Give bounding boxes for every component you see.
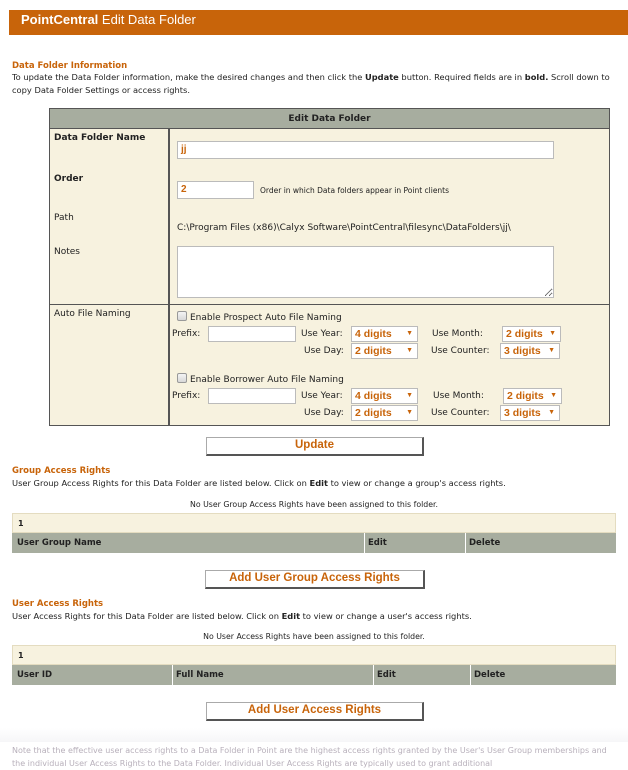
group-access-table xyxy=(12,513,616,553)
page-title: Edit Data Folder xyxy=(101,12,196,27)
borrower-year-label: Use Year: xyxy=(301,391,343,401)
prospect-counter-label: Use Counter: xyxy=(431,346,490,356)
prospect-day-select[interactable]: 2 digits ▼ xyxy=(351,343,418,359)
borrower-enable-checkbox[interactable] xyxy=(177,373,187,383)
borrower-day-label: Use Day: xyxy=(304,408,344,418)
column-separator xyxy=(373,665,374,685)
notes-textarea[interactable] xyxy=(177,246,554,298)
prospect-year-label: Use Year: xyxy=(301,329,343,339)
column-separator xyxy=(470,665,471,685)
data-folder-name-input[interactable]: jj xyxy=(177,141,554,159)
borrower-enable-label: Enable Borrower Auto File Naming xyxy=(190,375,344,385)
prospect-prefix-label: Prefix: xyxy=(172,329,201,339)
user-pager-page-1[interactable]: 1 xyxy=(12,645,616,665)
prospect-month-label: Use Month: xyxy=(432,329,483,339)
info-description: To update the Data Folder information, make the desired changes and then click the Update button. Required fields are in bold. Scroll down to copy Data Folder Settings or access rights. xyxy=(12,72,610,95)
prospect-counter-select[interactable]: 3 digits ▼ xyxy=(500,343,560,359)
borrower-month-select[interactable]: 2 digits ▼ xyxy=(503,388,562,404)
notes-label: Notes xyxy=(54,247,80,257)
col-edit: Edit xyxy=(377,670,396,680)
borrower-prefix-input[interactable] xyxy=(208,388,296,404)
form-heading: Edit Data Folder xyxy=(50,109,609,129)
col-full-name[interactable]: Full Name xyxy=(176,670,224,680)
auto-file-naming-label: Auto File Naming xyxy=(54,309,131,319)
chevron-down-icon: ▼ xyxy=(548,347,555,354)
prospect-prefix-input[interactable] xyxy=(208,326,296,342)
col-delete: Delete xyxy=(474,670,506,680)
user-access-description: User Access Rights for this Data Folder are listed below. Click on Edit to view or change a user's access rights. xyxy=(12,611,472,621)
borrower-month-label: Use Month: xyxy=(433,391,484,401)
add-user-group-access-rights-button[interactable]: Add User Group Access Rights xyxy=(205,570,425,589)
borrower-counter-select[interactable]: 3 digits ▼ xyxy=(500,405,560,421)
page-header xyxy=(9,10,628,35)
user-table-header xyxy=(12,665,616,685)
column-separator xyxy=(364,533,365,553)
fade-overlay xyxy=(0,728,628,742)
col-edit: Edit xyxy=(368,538,387,548)
chevron-down-icon: ▼ xyxy=(406,392,413,399)
user-empty-message: No User Access Rights have been assigned to this folder. xyxy=(203,632,425,641)
edit-data-folder-form xyxy=(49,108,610,426)
col-delete: Delete xyxy=(469,538,501,548)
group-pager-page-1[interactable]: 1 xyxy=(12,513,616,533)
prospect-enable-label: Enable Prospect Auto File Naming xyxy=(190,313,342,323)
path-value: C:\Program Files (x86)\Calyx Software\PointCentral\filesync\DataFolders\jj\ xyxy=(177,223,511,233)
chevron-down-icon: ▼ xyxy=(406,330,413,337)
access-rights-footnote: Note that the effective user access rights to a Data Folder in Point are the highest access rights granted by the User's User Group memberships and the individual User Access Rights to the Data Folder. Individual User Access Rights are typically used to grant additional xyxy=(12,746,607,768)
path-label: Path xyxy=(54,213,74,223)
prospect-enable-checkbox[interactable] xyxy=(177,311,187,321)
chevron-down-icon: ▼ xyxy=(548,409,555,416)
data-folder-name-label: Data Folder Name xyxy=(54,133,146,143)
section-title-group-access: Group Access Rights xyxy=(12,466,111,476)
order-input[interactable]: 2 xyxy=(177,181,254,199)
prospect-month-select[interactable]: 2 digits ▼ xyxy=(502,326,561,342)
chevron-down-icon: ▼ xyxy=(549,330,556,337)
group-table-header xyxy=(12,533,616,553)
borrower-counter-label: Use Counter: xyxy=(431,408,490,418)
prospect-year-select[interactable]: 4 digits ▼ xyxy=(351,326,418,342)
borrower-prefix-label: Prefix: xyxy=(172,391,201,401)
chevron-down-icon: ▼ xyxy=(406,347,413,354)
section-title-user-access: User Access Rights xyxy=(12,599,104,609)
order-hint: Order in which Data folders appear in Point clients xyxy=(260,186,450,195)
prospect-day-label: Use Day: xyxy=(304,346,344,356)
user-access-table xyxy=(12,645,616,685)
column-divider xyxy=(168,129,170,426)
borrower-day-select[interactable]: 2 digits ▼ xyxy=(351,405,418,421)
group-empty-message: No User Group Access Rights have been assigned to this folder. xyxy=(190,500,438,509)
group-access-description: User Group Access Rights for this Data Folder are listed below. Click on Edit to view or change a group's access rights. xyxy=(12,478,506,488)
update-button[interactable]: Update xyxy=(206,437,424,456)
borrower-year-select[interactable]: 4 digits ▼ xyxy=(351,388,418,404)
order-label: Order xyxy=(54,174,84,184)
section-title-data-folder-info: Data Folder Information xyxy=(12,61,128,71)
column-separator xyxy=(465,533,466,553)
row-divider xyxy=(50,304,609,305)
column-separator xyxy=(172,665,173,685)
brand-name: PointCentral xyxy=(21,12,99,27)
col-user-id[interactable]: User ID xyxy=(17,670,53,680)
add-user-access-rights-button[interactable]: Add User Access Rights xyxy=(206,702,424,721)
chevron-down-icon: ▼ xyxy=(550,392,557,399)
col-user-group-name[interactable]: User Group Name xyxy=(17,538,102,548)
chevron-down-icon: ▼ xyxy=(406,409,413,416)
